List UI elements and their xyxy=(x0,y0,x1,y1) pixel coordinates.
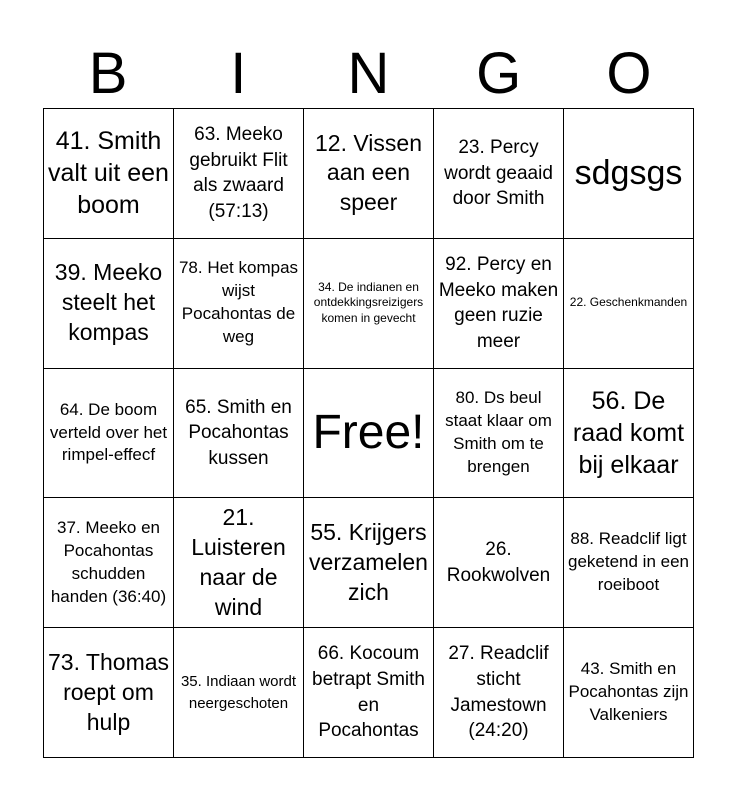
bingo-cell[interactable] xyxy=(434,369,564,499)
cell-text: 41. Smith valt uit een boom xyxy=(48,127,169,220)
cell-text: 39. Meeko steelt het kompas xyxy=(54,259,163,346)
bingo-cell[interactable] xyxy=(434,628,564,758)
cell-text: 23. Percy wordt geaaid door Smith xyxy=(444,136,553,210)
cell-text: 56. De raad komt bij elkaar xyxy=(572,386,685,479)
bingo-cell[interactable] xyxy=(44,369,174,499)
cell-text: 22. Geschenkmanden xyxy=(569,295,688,310)
bingo-cell[interactable] xyxy=(174,109,304,239)
bingo-cell[interactable] xyxy=(434,109,564,239)
bingo-cell[interactable] xyxy=(44,498,174,628)
free-space-text: Free! xyxy=(312,405,425,459)
bingo-cell[interactable] xyxy=(304,498,434,628)
cell-text: 27. Readclif sticht Jamestown (24:20) xyxy=(448,643,549,742)
bingo-cell[interactable] xyxy=(564,109,694,239)
cell-text: 73. Thomas roept om hulp xyxy=(47,648,170,735)
bingo-cell[interactable] xyxy=(44,628,174,758)
bingo-cell[interactable] xyxy=(434,239,564,369)
header-letter-i: I xyxy=(230,41,247,106)
cell-text: 64. De boom verteld over het rimpel-effecf xyxy=(49,399,168,465)
bingo-cell[interactable] xyxy=(44,109,174,239)
bingo-free-cell[interactable] xyxy=(304,369,434,499)
bingo-cell[interactable] xyxy=(44,239,174,369)
header-letter-o: O xyxy=(606,41,652,106)
bingo-cell[interactable] xyxy=(304,239,434,369)
bingo-cell[interactable] xyxy=(564,498,694,628)
bingo-cell[interactable] xyxy=(304,109,434,239)
cell-text: 78. Het kompas wijst Pocahontas de weg xyxy=(178,258,299,347)
bingo-cell[interactable] xyxy=(564,628,694,758)
bingo-cell[interactable] xyxy=(174,498,304,628)
cell-text: 26. Rookwolven xyxy=(446,539,551,586)
cell-text: 92. Percy en Meeko maken geen ruzie meer xyxy=(438,253,559,352)
cell-text: 66. Kocoum betrapt Smith en Pocahontas xyxy=(312,643,425,742)
cell-text: 63. Meeko gebruikt Flit als zwaard (57:13) xyxy=(189,124,288,223)
cell-text: 55. Krijgers verzamelen zich xyxy=(309,518,428,605)
cell-text: 80. Ds beul staat klaar om Smith om te brengen xyxy=(445,388,552,476)
cell-text: 88. Readclif ligt geketend in een roeiboot xyxy=(568,529,689,595)
bingo-header xyxy=(43,40,694,108)
bingo-cell[interactable] xyxy=(434,498,564,628)
cell-text: sdgsgs xyxy=(574,153,683,192)
bingo-cell[interactable] xyxy=(174,239,304,369)
header-letter-g: G xyxy=(476,41,522,106)
cell-text: 65. Smith en Pocahontas kussen xyxy=(185,396,292,469)
bingo-cell[interactable] xyxy=(174,628,304,758)
bingo-cell[interactable] xyxy=(564,239,694,369)
cell-text: 35. Indiaan wordt neergeschoten xyxy=(180,672,297,712)
cell-text: 37. Meeko en Pocahontas schudden handen (36:40) xyxy=(50,517,167,606)
bingo-cell[interactable] xyxy=(174,369,304,499)
cell-text: 12. Vissen aan een speer xyxy=(315,129,422,216)
cell-text: 21. Luisteren naar de wind xyxy=(191,504,286,620)
bingo-board xyxy=(43,108,694,758)
header-letter-n: N xyxy=(347,41,390,106)
bingo-cell[interactable] xyxy=(304,628,434,758)
bingo-cell[interactable] xyxy=(564,369,694,499)
cell-text: 43. Smith en Pocahontas zijn Valkeniers xyxy=(568,659,689,725)
cell-text: 34. De indianen en ontdekkingsreizigers komen in gevecht xyxy=(313,279,424,325)
header-letter-b: B xyxy=(88,41,128,106)
